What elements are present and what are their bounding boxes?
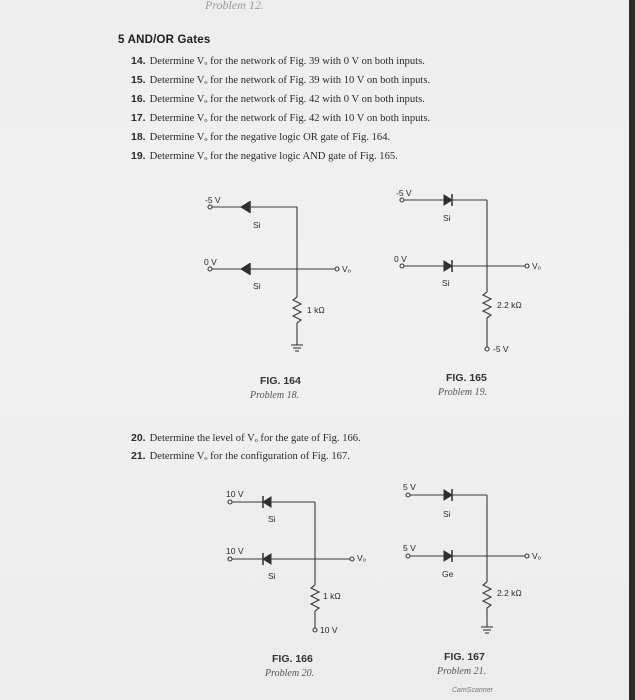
fig166-caption: FIG. 166 xyxy=(272,653,313,665)
page-header: Problem 12. xyxy=(205,0,264,12)
fig166-diode-1 xyxy=(263,497,271,507)
fig165-input-bottom-label: 0 V xyxy=(394,254,407,264)
problem-17: 17. Determine Vₒ for the network of Fig. 42 with 10 V on both inputs. xyxy=(131,112,431,124)
fig165-circuit xyxy=(400,194,529,351)
fig164-problem-ref: Problem 18. xyxy=(250,390,300,401)
fig165-problem-ref: Problem 19. xyxy=(438,387,488,398)
fig165-input-top-label: -5 V xyxy=(396,188,412,198)
fig167-input-bottom-label: 5 V xyxy=(403,543,416,553)
fig165-diode-2-label: Si xyxy=(442,278,450,288)
fig166-output-label: Vₒ xyxy=(357,553,366,563)
fig166-diode-2-label: Si xyxy=(268,571,276,581)
fig166-input-top-label: 10 V xyxy=(226,489,244,499)
fig167-resistor xyxy=(483,582,491,608)
fig167-diode-2-label: Ge xyxy=(442,569,454,579)
fig166-problem-ref: Problem 20. xyxy=(265,668,315,679)
fig166-supply-label: 10 V xyxy=(320,625,338,635)
fig164-diode-1 xyxy=(241,202,249,212)
fig167-diode-1 xyxy=(444,490,452,500)
fig166-input-bottom-label: 10 V xyxy=(226,546,244,556)
problem-16: 16. Determine Vₒ for the network of Fig. 42 with 0 V on both inputs. xyxy=(131,93,425,105)
fig166-diode-1-label: Si xyxy=(268,514,276,524)
fig164-caption: FIG. 164 xyxy=(260,375,301,387)
fig164-diode-1-label: Si xyxy=(253,220,261,230)
fig167-diode-2 xyxy=(444,551,452,561)
problem-19: 19. Determine Vₒ for the negative logic AND gate of Fig. 165. xyxy=(131,150,398,162)
fig165-diode-2 xyxy=(444,261,452,271)
problem-15: 15. Determine Vₒ for the network of Fig. 39 with 10 V on both inputs. xyxy=(131,74,431,86)
fig164-resistor xyxy=(293,297,301,323)
fig165-diode-1 xyxy=(444,195,452,205)
fig167-resistor-label: 2.2 kΩ xyxy=(497,588,522,598)
scanner-watermark: CamScanner xyxy=(452,687,493,694)
problem-18: 18. Determine Vₒ for the negative logic OR gate of Fig. 164. xyxy=(131,131,391,143)
fig164-output-label: Vₒ xyxy=(342,264,351,274)
fig167-problem-ref: Problem 21. xyxy=(437,666,487,677)
fig165-output-label: Vₒ xyxy=(532,261,541,271)
problem-20: 20. Determine the level of Vₒ for the gate of Fig. 166. xyxy=(131,432,361,444)
fig164-diode-2 xyxy=(241,264,249,274)
fig167-input-top-label: 5 V xyxy=(403,482,416,492)
fig164-input-top-label: -5 V xyxy=(205,195,221,205)
fig164-diode-2-label: Si xyxy=(253,281,261,291)
fig166-resistor-label: 1 kΩ xyxy=(323,591,341,601)
fig165-resistor xyxy=(483,292,491,318)
fig165-caption: FIG. 165 xyxy=(446,372,487,384)
section-title: 5 AND/OR Gates xyxy=(118,34,211,46)
fig164-input-bottom-label: 0 V xyxy=(204,257,217,267)
fig166-diode-2 xyxy=(263,554,271,564)
fig164-circuit xyxy=(208,201,339,351)
fig167-caption: FIG. 167 xyxy=(444,651,485,663)
fig166-circuit xyxy=(228,496,354,632)
problem-21: 21. Determine Vₒ for the configuration of Fig. 167. xyxy=(131,450,350,462)
fig164-resistor-label: 1 kΩ xyxy=(307,305,325,315)
fig167-output-label: Vₒ xyxy=(532,551,541,561)
fig167-circuit xyxy=(406,489,529,633)
fig165-supply-label: -5 V xyxy=(493,344,509,354)
fig167-diode-1-label: Si xyxy=(443,509,451,519)
fig165-resistor-label: 2.2 kΩ xyxy=(497,300,522,310)
problem-14: 14. Determine Vₒ for the network of Fig. 39 with 0 V on both inputs. xyxy=(131,55,425,67)
fig165-diode-1-label: Si xyxy=(443,213,451,223)
fig166-resistor xyxy=(311,585,319,611)
